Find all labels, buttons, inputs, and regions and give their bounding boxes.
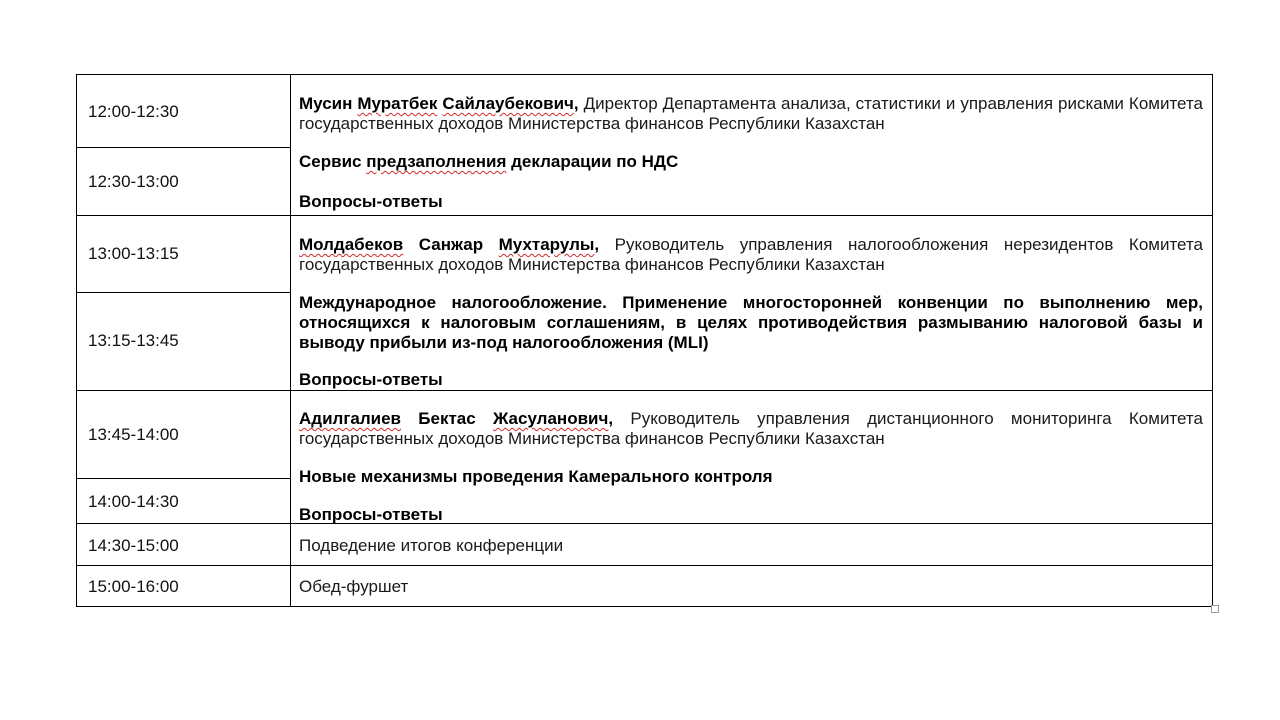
row-divider (77, 478, 290, 479)
closing-item: Подведение итогов конференции (299, 536, 564, 555)
row-divider (77, 215, 1212, 216)
speaker-position: Руководитель управления дистанционного мониторинга Комитета государственных доходов Министерства финансов Республики Казахстан (299, 409, 1203, 448)
speaker-entry: Мусин Муратбек Сайлаубекович, Директор Департамента анализа, статистики и управления рисками Комитета государственных доходов Министерства финансов Республики Казахстан (299, 94, 1203, 133)
speaker-entry: Адилгалиев Бектас Жасуланович, Руководитель управления дистанционного мониторинга Комитета государственных доходов Министерства финансов Республики Казахстан (299, 409, 1203, 448)
lunch-item: Обед-фуршет (299, 577, 409, 596)
speaker-surname: Адилгалиев (299, 409, 402, 428)
table-resize-handle[interactable] (1211, 605, 1219, 613)
row-divider (77, 292, 290, 293)
qa-label: Вопросы-ответы (299, 370, 443, 389)
time-slot: 14:00-14:30 (88, 492, 179, 511)
time-slot: 12:00-12:30 (88, 102, 179, 121)
speaker-patronymic: Мухтарулы (498, 235, 595, 254)
row-divider (77, 565, 1212, 566)
speaker-patronymic: Сайлаубекович (442, 94, 574, 113)
row-divider (77, 147, 290, 148)
session-topic: Сервис предзаполнения декларации по НДС (299, 152, 679, 171)
qa-label: Вопросы-ответы (299, 505, 443, 524)
column-divider (290, 75, 291, 606)
row-divider (77, 390, 1212, 391)
time-slot: 13:45-14:00 (88, 425, 179, 444)
time-slot: 13:15-13:45 (88, 331, 179, 350)
time-slot: 13:00-13:15 (88, 244, 179, 263)
speaker-first-name: Бектас (418, 409, 476, 428)
session-topic: Международное налогообложение. Применение многосторонней конвенции по выполнению мер, относящихся к налоговым соглашениям, в целях противодействия размыванию налоговой базы и выводу прибыли из-под налогообложения (MLI) (299, 293, 1203, 352)
speaker-surname: Молдабеков (299, 235, 404, 254)
speaker-entry: Молдабеков Санжар Мухтарулы, Руководитель управления налогообложения нерезидентов Комитета государственных доходов Министерства финансов Республики Казахстан (299, 235, 1203, 274)
speaker-first-name: Муратбек (357, 94, 438, 113)
agenda-table (76, 74, 1213, 607)
time-slot: 14:30-15:00 (88, 536, 179, 555)
qa-label: Вопросы-ответы (299, 192, 443, 211)
session-topic: Новые механизмы проведения Камерального контроля (299, 467, 773, 486)
time-slot: 15:00-16:00 (88, 577, 179, 596)
speaker-position: Директор Департамента анализа, статистики и управления рисками Комитета государственных доходов Министерства финансов Республики Казахстан (299, 94, 1203, 133)
speaker-patronymic: Жасуланович (492, 409, 609, 428)
speaker-position: Руководитель управления налогообложения нерезидентов Комитета государственных доходов Министерства финансов Республики Казахстан (299, 235, 1203, 274)
speaker-first-name: Санжар (418, 235, 484, 254)
time-slot: 12:30-13:00 (88, 172, 179, 191)
speaker-surname: Мусин (299, 94, 353, 113)
